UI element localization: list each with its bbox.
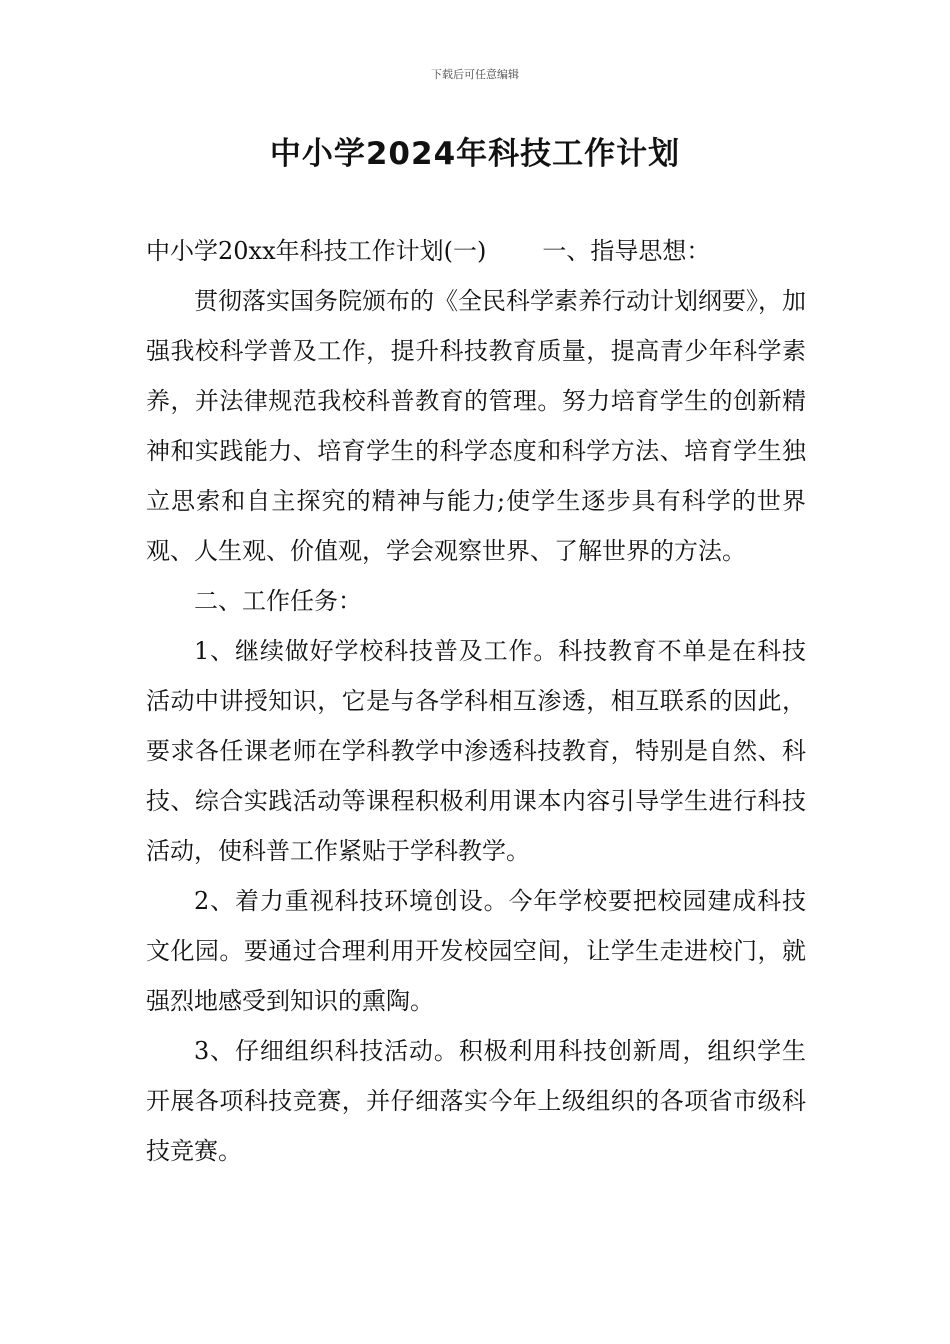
intro-subtitle: 中小学20xx年科技工作计划(一) xyxy=(146,237,487,265)
document-title: 中小学2024年科技工作计划 xyxy=(269,136,681,172)
paragraph-guiding-ideology: 贯彻落实国务院颁布的《全民科学素养行动计划纲要》，加强我校科学普及工作，提升科技教育质量，提高青少年科学素养，并法律规范我校科普教育的管理。努力培育学生的创新精神和实践能力、培育学生的科学态度和科学方法、培育学生独立思索和自主探究的精神与能力;使学生逐步具有科学的世界观、人生观、价值观，学会观察世界、了解世界的方法。 xyxy=(146,287,806,565)
header-note: 下载后可任意编辑 xyxy=(431,68,519,81)
section-heading-guiding-ideology: 一、指导思想： xyxy=(542,237,711,265)
document-body xyxy=(146,226,806,1176)
section-heading-work-tasks: 二、工作任务： xyxy=(194,587,362,615)
intro-line xyxy=(146,226,806,276)
paragraph-task-2: 2、着力重视科技环境创设。今年学校要把校园建成科技文化园。要通过合理利用开发校园空间，让学生走进校门，就强烈地感受到知识的熏陶。 xyxy=(146,887,806,1015)
paragraph-task-3: 3、仔细组织科技活动。积极利用科技创新周，组织学生开展各项科技竞赛，并仔细落实今年上级组织的各项省市级科技竞赛。 xyxy=(146,1037,806,1165)
paragraph-task-1: 1、继续做好学校科技普及工作。科技教育不单是在科技活动中讲授知识，它是与各学科相互渗透，相互联系的因此，要求各任课老师在学科教学中渗透科技教育，特别是自然、科技、综合实践活动等课程积极利用课本内容引导学生进行科技活动，使科普工作紧贴于学科教学。 xyxy=(146,637,806,865)
